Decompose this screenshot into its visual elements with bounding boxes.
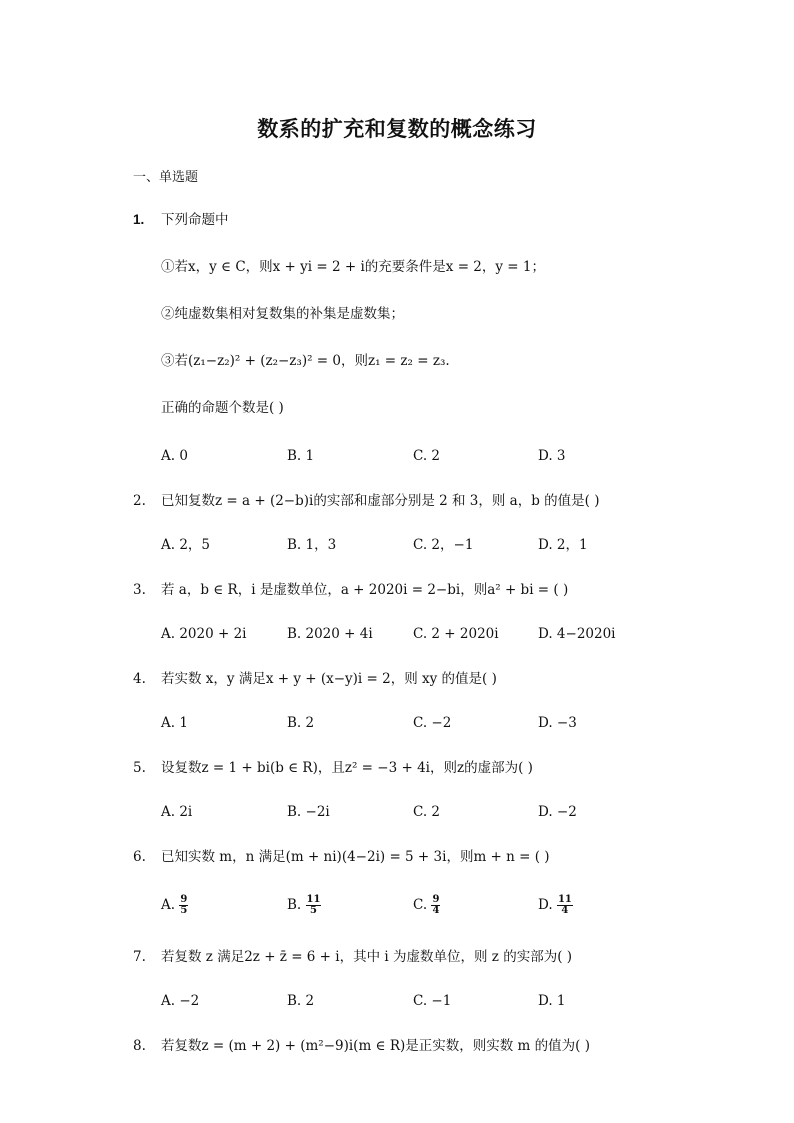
option-a: A. 2020 + 2i	[161, 626, 247, 642]
option-b: B. −2i	[287, 804, 330, 820]
numerator: 11	[306, 894, 321, 905]
option-d: D. −2	[538, 804, 577, 820]
numerator: 11	[557, 894, 572, 905]
fraction	[306, 895, 322, 916]
question-number: 4.	[133, 671, 146, 687]
question-number: 2.	[133, 493, 146, 509]
question-number: 3.	[133, 582, 146, 598]
question-number: 8.	[133, 1038, 146, 1054]
question-text: 若复数z = (m + 2) + (m²−9)i(m ∈ R)是正实数，则实数 m 的值为( )	[161, 1038, 590, 1054]
option-b: B. 2	[287, 993, 315, 1009]
option-a: A. 0	[161, 448, 188, 464]
option-b: B. 2	[287, 715, 315, 731]
option-d: D. 2，1	[538, 537, 588, 553]
option-b	[287, 892, 321, 918]
denominator: 4	[432, 905, 440, 916]
option-c: C. 2	[413, 448, 441, 464]
option-d: D. 3	[538, 448, 566, 464]
question-number: 1.	[133, 212, 145, 227]
option-label: A.	[161, 897, 176, 913]
option-d: D. 1	[538, 993, 566, 1009]
option-label: D.	[538, 897, 553, 913]
option-d: D. 4−2020i	[538, 626, 616, 642]
option-c: C. −1	[413, 993, 452, 1009]
denominator: 5	[180, 905, 188, 916]
statement-text: ②纯虚数集相对复数集的补集是虚数集；	[161, 306, 404, 322]
option-b: B. 2020 + 4i	[287, 626, 373, 642]
question-text: 下列命题中	[161, 212, 229, 228]
option-c: C. 2，−1	[413, 537, 474, 553]
numerator: 9	[180, 894, 188, 905]
option-d: D. −3	[538, 715, 577, 731]
section-heading: 一、单选题	[133, 170, 199, 185]
option-d	[538, 892, 573, 918]
question-text: 若 a，b ∈ R，i 是虚数单位，a + 2020i = 2−bi，则a² + bi = ( )	[161, 582, 569, 598]
option-c	[413, 892, 440, 918]
option-a	[161, 892, 188, 918]
page-title: 数系的扩充和复数的概念练习	[257, 117, 537, 141]
question-number: 5.	[133, 760, 146, 776]
fraction	[431, 895, 440, 916]
question-text: 若实数 x，y 满足x + y + (x−y)i = 2，则 xy 的值是( )	[161, 671, 497, 687]
option-a: A. 1	[161, 715, 188, 731]
question-number: 6.	[133, 849, 146, 865]
question-text: 设复数z = 1 + bi(b ∈ R)，且z² = −3 + 4i，则z的虚部为( )	[161, 760, 533, 776]
prompt-text: 正确的命题个数是( )	[161, 400, 284, 416]
denominator: 5	[309, 905, 317, 916]
statement-text: ③若(z₁−z₂)² + (z₂−z₃)² = 0，则z₁ = z₂ = z₃.	[161, 353, 450, 369]
option-a: A. 2i	[161, 804, 193, 820]
statement-text: ①若x，y ∈ C，则x + yi = 2 + i的充要条件是x = 2，y = 1；	[161, 259, 545, 275]
option-a: A. 2，5	[161, 537, 211, 553]
option-c: C. 2 + 2020i	[413, 626, 499, 642]
option-c: C. −2	[413, 715, 452, 731]
question-text: 已知实数 m，n 满足(m + ni)(4−2i) = 5 + 3i，则m + n = ( )	[161, 849, 550, 865]
question-number: 7.	[133, 949, 146, 965]
question-text: 已知复数z = a + (2−b)i的实部和虚部分别是 2 和 3，则 a，b 的值是( )	[161, 493, 600, 509]
option-b: B. 1	[287, 448, 315, 464]
question-text: 若复数 z 满足2z + z̄ = 6 + i，其中 i 为虚数单位，则 z 的实部为( )	[161, 949, 573, 965]
numerator: 9	[432, 894, 440, 905]
option-label: B.	[287, 897, 302, 913]
fraction	[557, 895, 573, 916]
option-c: C. 2	[413, 804, 441, 820]
option-label: C.	[413, 897, 428, 913]
option-a: A. −2	[161, 993, 200, 1009]
fraction	[179, 895, 188, 916]
option-b: B. 1，3	[287, 537, 337, 553]
denominator: 4	[561, 905, 569, 916]
